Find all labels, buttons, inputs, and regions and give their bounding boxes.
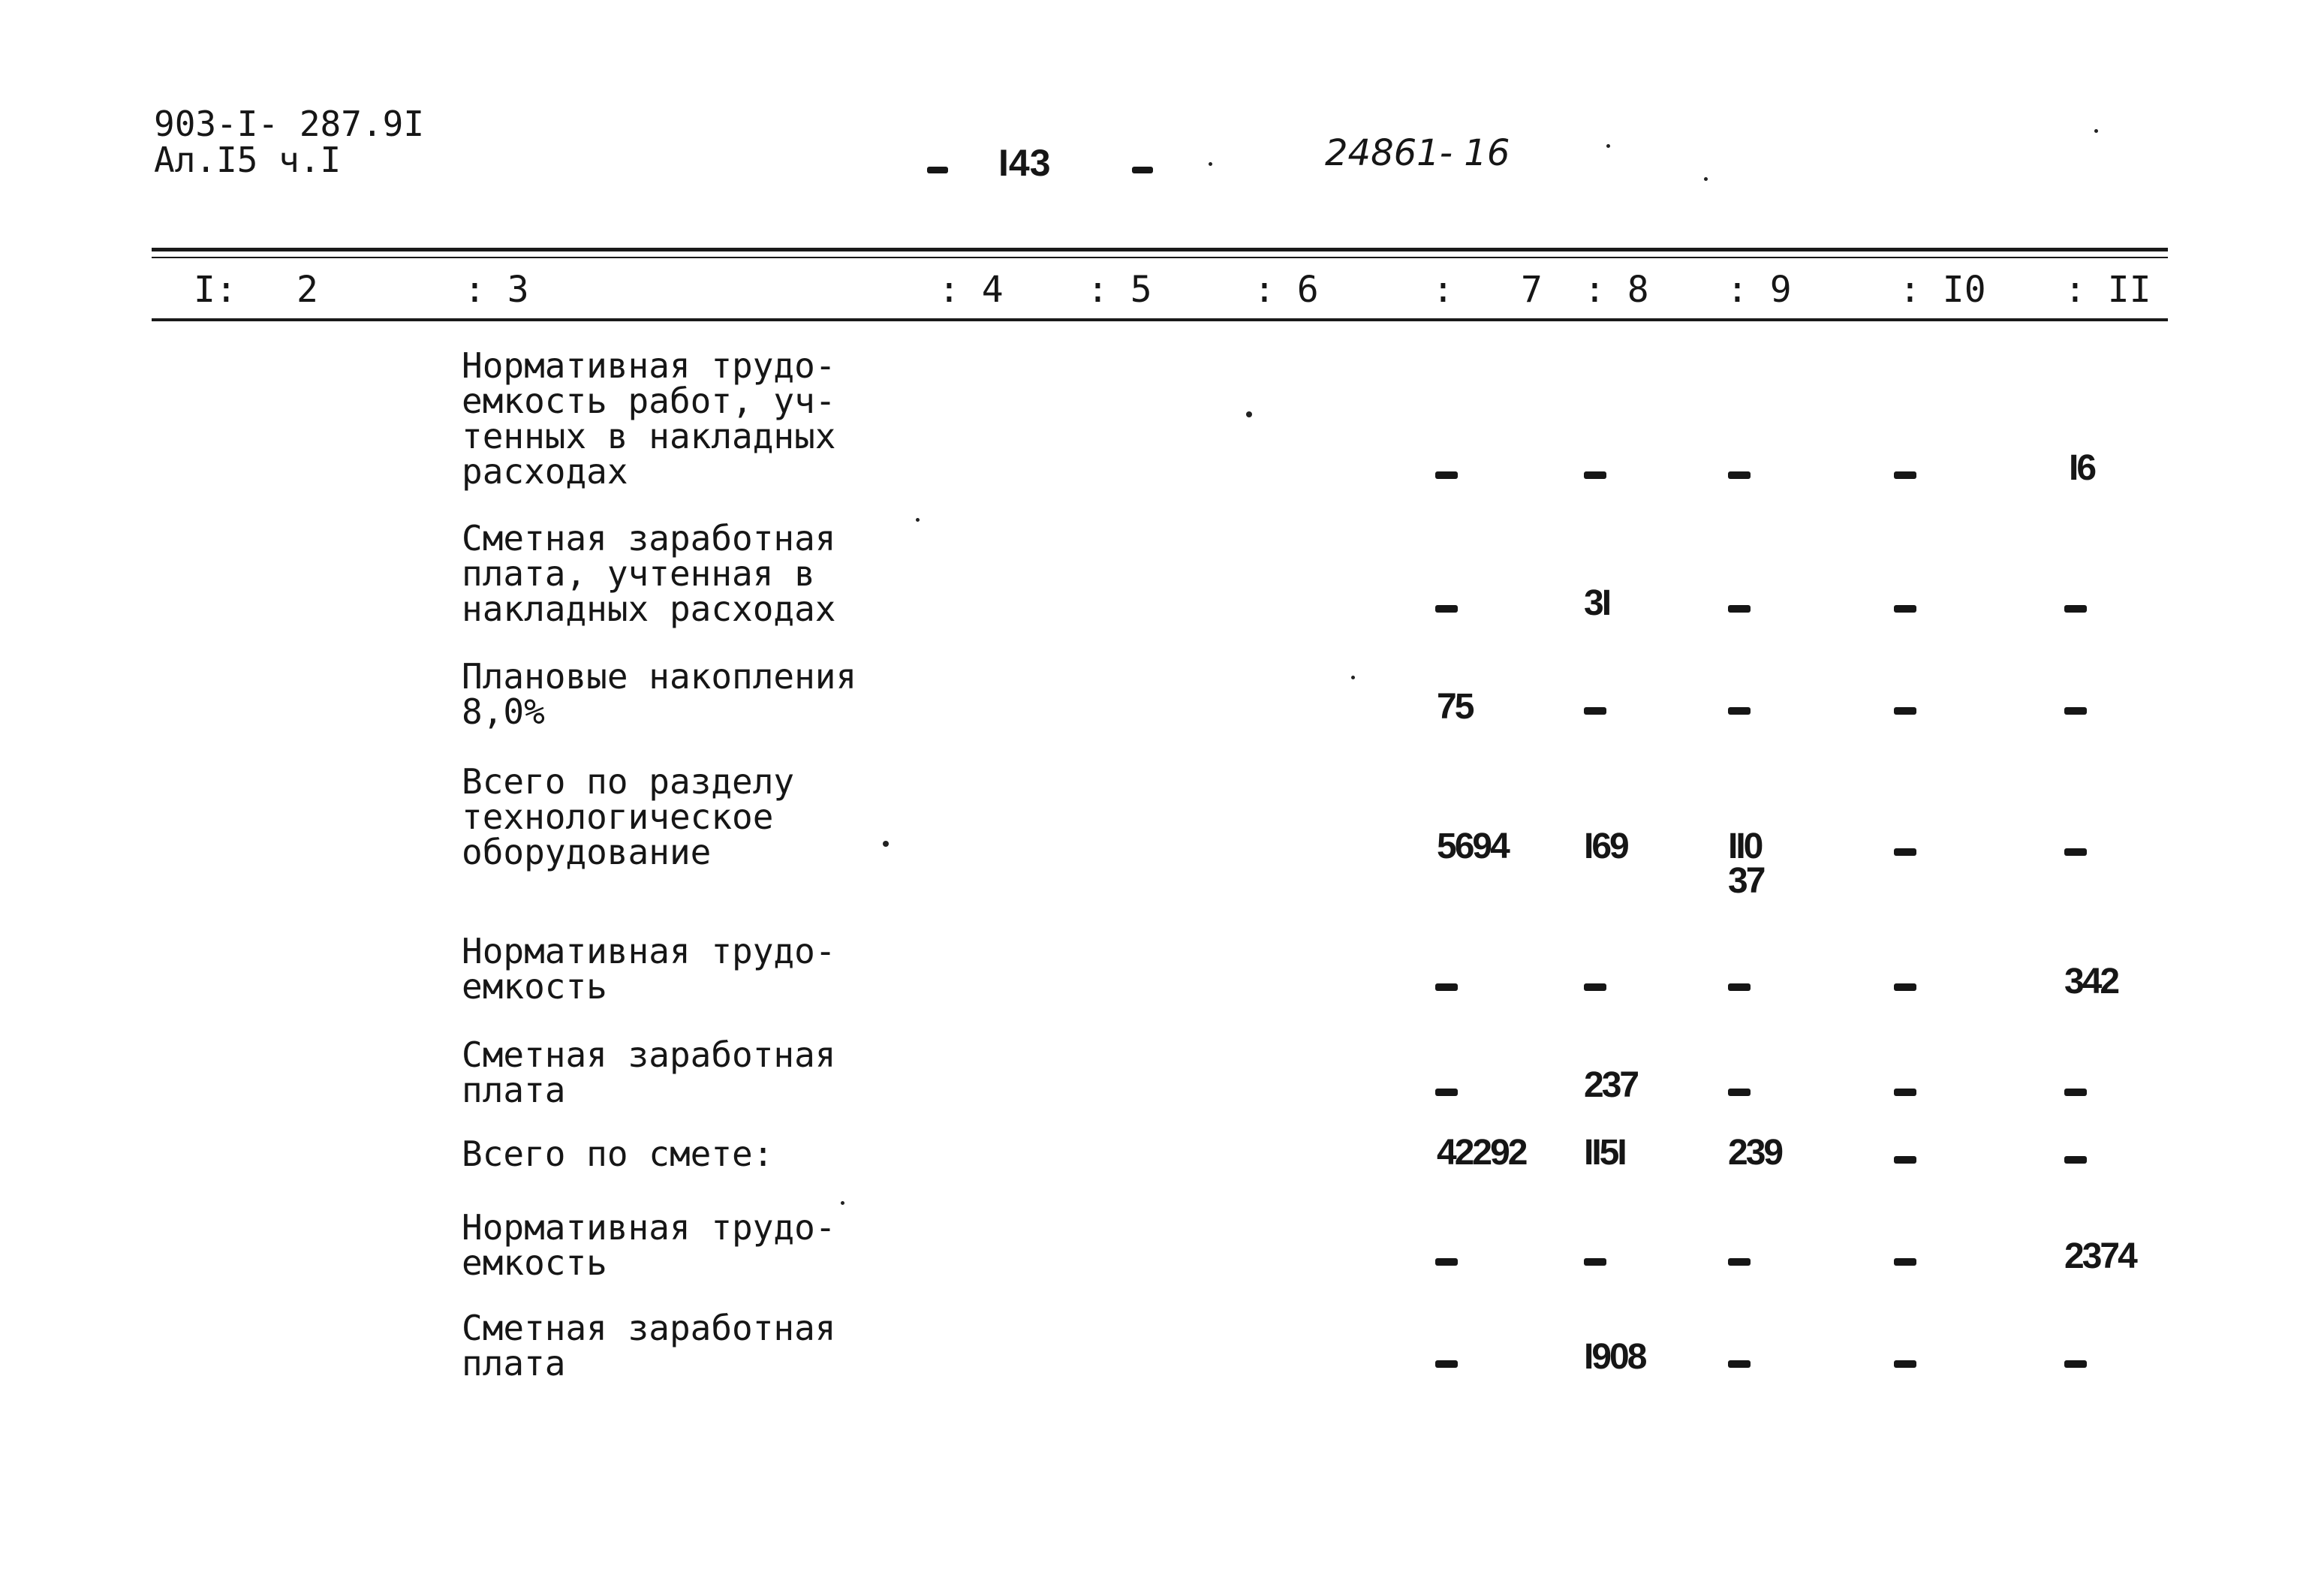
row-7-col8-value: II5I [1584, 1133, 1625, 1173]
row-2-col8-value: 3I [1584, 583, 1610, 623]
row-7-col7-value: 42292 [1437, 1133, 1526, 1173]
row-8-description: Нормативная трудо- емкость [462, 1207, 836, 1283]
row-7-col11-dash [2064, 1156, 2087, 1164]
column-header-8: : 8 [1584, 269, 1649, 311]
row-8-col9-dash [1728, 1258, 1751, 1266]
row-8-col10-dash [1894, 1258, 1916, 1266]
row-1-col9-dash [1728, 471, 1751, 479]
scan-speck [1209, 162, 1212, 166]
row-8-col7-dash [1435, 1258, 1458, 1266]
row-5-col8-dash [1584, 983, 1606, 991]
album-part-label: Ал.I5 ч.I [154, 140, 342, 180]
column-header-7: 7 [1521, 269, 1543, 311]
row-3-col7-value: 75 [1437, 687, 1473, 727]
row-5-col10-dash [1894, 983, 1916, 991]
row-7-col9-value: 239 [1728, 1133, 1782, 1173]
row-9-col9-dash [1728, 1360, 1751, 1368]
row-3-col9-dash [1728, 707, 1751, 715]
row-5-col9-dash [1728, 983, 1751, 991]
row-3-col11-dash [2064, 707, 2087, 715]
row-6-col11-dash [2064, 1089, 2087, 1096]
row-2-col11-dash [2064, 605, 2087, 613]
row-2-description: Сметная заработная плата, учтенная в накладных расходах [462, 518, 836, 629]
row-1-col10-dash [1894, 471, 1916, 479]
column-header-2: 2 [297, 269, 318, 311]
row-3-col10-dash [1894, 707, 1916, 715]
row-1-col7-dash [1435, 471, 1458, 479]
row-9-col7-dash [1435, 1360, 1458, 1368]
row-6-col7-dash [1435, 1089, 1458, 1096]
row-4-col8-value: I69 [1584, 827, 1627, 866]
page-number-dash-right [1132, 167, 1153, 173]
row-4-description: Всего по разделу технологическое оборудование [462, 761, 795, 872]
row-4-col7-value: 5694 [1437, 827, 1508, 866]
row-5-description: Нормативная трудо- емкость [462, 931, 836, 1007]
row-3-col8-dash [1584, 707, 1606, 715]
row-1-col11-value: I6 [2069, 448, 2095, 488]
column-header-1: I: [194, 269, 237, 311]
row-9-col11-dash [2064, 1360, 2087, 1368]
row-9-col10-dash [1894, 1360, 1916, 1368]
column-header-10: : I0 [1899, 269, 1986, 311]
row-6-col8-value: 237 [1584, 1065, 1638, 1105]
scan-speck [1246, 411, 1252, 417]
column-header-7-separator: : [1432, 269, 1454, 311]
handwritten-inventory-number: 24861- 16 [1325, 132, 1510, 174]
row-5-col7-dash [1435, 983, 1458, 991]
row-8-col11-value: 2374 [2064, 1236, 2136, 1276]
row-2-col10-dash [1894, 605, 1916, 613]
table-header-bottom-rule [152, 318, 2168, 321]
row-5-col11-value: 342 [2064, 962, 2118, 1001]
row-8-col8-dash [1584, 1258, 1606, 1266]
row-7-col10-dash [1894, 1156, 1916, 1164]
scan-speck [1351, 676, 1355, 679]
page-number-dash-left [927, 167, 948, 173]
page-number: I43 [998, 142, 1051, 184]
row-7-description: Всего по смете: [462, 1134, 774, 1174]
scan-speck [1704, 177, 1708, 181]
row-3-description: Плановые накопления 8,0% [462, 656, 857, 732]
table-top-rule-thin [152, 257, 2168, 258]
row-4-col9-value-second-line: 37 [1728, 861, 1764, 901]
column-header-11: : II [2064, 269, 2151, 311]
column-header-5: : 5 [1087, 269, 1152, 311]
row-2-col9-dash [1728, 605, 1751, 613]
scan-speck [916, 518, 920, 522]
scan-speck [2094, 129, 2098, 133]
row-6-col10-dash [1894, 1089, 1916, 1096]
row-4-col10-dash [1894, 848, 1916, 856]
scan-speck [841, 1201, 844, 1205]
row-2-col7-dash [1435, 605, 1458, 613]
row-9-col8-value: I908 [1584, 1337, 1645, 1377]
column-header-9: : 9 [1726, 269, 1792, 311]
column-header-4: : 4 [938, 269, 1004, 311]
row-6-col9-dash [1728, 1089, 1751, 1096]
row-1-col8-dash [1584, 471, 1606, 479]
row-1-description: Нормативная трудо- емкость работ, уч- тенных в накладных расходах [462, 345, 836, 492]
row-6-description: Сметная заработная плата [462, 1034, 836, 1110]
table-top-rule-thick [152, 248, 2168, 251]
row-4-col9-value: II0 [1728, 827, 1762, 866]
document-code: 903-I- 287.9I [154, 104, 425, 144]
row-4-col11-dash [2064, 848, 2087, 856]
scan-speck [883, 841, 889, 847]
scan-speck [1606, 144, 1610, 148]
column-header-3: : 3 [464, 269, 529, 311]
row-9-description: Сметная заработная плата [462, 1308, 836, 1384]
column-header-6: : 6 [1254, 269, 1319, 311]
